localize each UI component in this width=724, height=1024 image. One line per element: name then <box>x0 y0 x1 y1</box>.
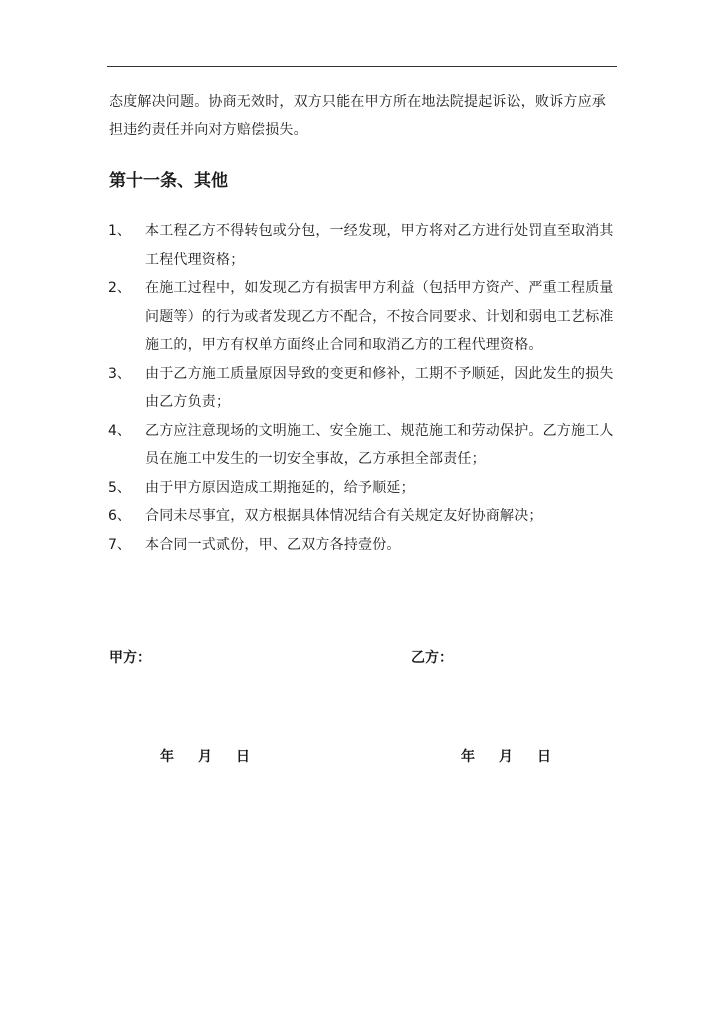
year-label: 年 <box>160 749 174 765</box>
section-heading: 第十一条、其他 <box>109 171 228 191</box>
clause-text: 在施工过程中，如发现乙方有损害甲方利益（包括甲方资产、严重工程质量问题等）的行为或者发现乙方不配合，不按合同要求、计划和弱电工艺标准施工的，甲方有权单方面终止合同和取消乙方的工程代理资格。 <box>145 280 614 353</box>
month-label: 月 <box>198 749 212 765</box>
clause-text: 由于甲方原因造成工期拖延的，给予顺延； <box>145 479 415 496</box>
clause-number: 2、 <box>108 280 131 296</box>
month-label: 月 <box>499 749 513 765</box>
header-rule <box>107 66 617 67</box>
clause-number: 5、 <box>108 479 131 496</box>
clause-item <box>108 474 620 503</box>
party-a-date <box>160 747 250 767</box>
clause-number: 1、 <box>108 223 131 239</box>
clause-text: 本合同一式贰份，甲、乙双方各持壹份。 <box>145 536 401 553</box>
clause-item <box>108 217 620 274</box>
clause-list <box>108 217 620 559</box>
clause-number: 4、 <box>108 422 131 439</box>
clause-number: 7、 <box>108 536 131 553</box>
clause-text: 由于乙方施工质量原因导致的变更和修补，工期不予顺延，因此发生的损失由乙方负责； <box>145 365 614 410</box>
clause-number: 6、 <box>108 508 131 524</box>
clause-text: 乙方应注意现场的文明施工、安全施工、规范施工和劳动保护。乙方施工人员在施工中发生的一切安全事故，乙方承担全部责任； <box>145 422 614 467</box>
party-b-label: 乙方： <box>411 650 453 666</box>
clause-item <box>108 531 620 560</box>
clause-item <box>108 502 620 531</box>
day-label: 日 <box>236 749 250 765</box>
party-b-date <box>461 747 551 767</box>
clause-text: 本工程乙方不得转包或分包，一经发现，甲方将对乙方进行处罚直至取消其工程代理资格； <box>145 223 614 268</box>
clause-number: 3、 <box>108 365 131 382</box>
party-a-label: 甲方： <box>109 650 151 666</box>
year-label: 年 <box>461 749 475 765</box>
day-label: 日 <box>537 749 551 765</box>
clause-item <box>108 274 620 360</box>
intro-paragraph: 态度解决问题。协商无效时，双方只能在甲方所在地法院提起诉讼，败诉方应承担违约责任并向对方赔偿损失。 <box>109 94 606 138</box>
clause-text: 合同未尽事宜，双方根据具体情况结合有关规定友好协商解决； <box>145 508 543 524</box>
clause-item <box>108 417 620 474</box>
clause-item <box>108 360 620 417</box>
